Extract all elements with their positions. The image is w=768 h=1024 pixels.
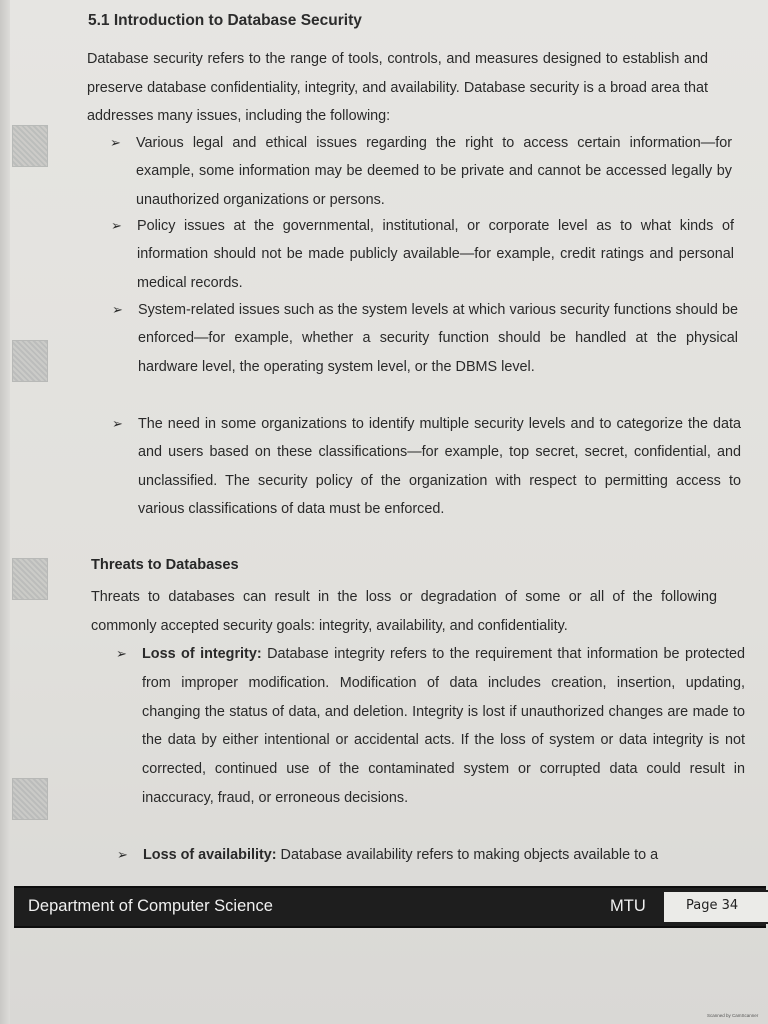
page-number: Page 34 <box>686 898 739 913</box>
issue-text: Various legal and ethical issues regarding the right to access certain information—for example, some information may be deemed to be private and cannot be accessed legally by unauthorized organizations or persons. <box>136 135 732 208</box>
threat-term: Loss of integrity: <box>142 646 262 662</box>
margin-scan-mark <box>12 340 48 382</box>
footer-institution: MTU <box>610 897 646 915</box>
arrow-bullet-icon: ➢ <box>111 218 122 233</box>
margin-scan-mark <box>12 558 48 600</box>
arrow-bullet-icon: ➢ <box>112 416 123 431</box>
scanner-watermark: Scanned by CamScanner <box>707 1013 759 1018</box>
intro-paragraph: Database security refers to the range of tools, controls, and measures designed to establish and preserve database confidentiality, integrity, and availability. Database security is a broad area that addresses many issues, including the following: <box>87 51 708 124</box>
footer-department: Department of Computer Science <box>28 897 273 915</box>
page-number-box <box>662 890 768 924</box>
arrow-bullet-icon: ➢ <box>112 302 123 317</box>
arrow-bullet-icon: ➢ <box>117 847 128 862</box>
threat-bullet <box>117 841 747 869</box>
page-footer <box>14 886 766 928</box>
issue-text: System-related issues such as the system levels at which various security functions should be enforced—for example, whether a security function should be handled at the physical hardware level, the operating system level, or the DBMS level. <box>138 302 738 375</box>
arrow-bullet-icon: ➢ <box>116 646 127 661</box>
issue-bullet <box>111 212 734 297</box>
threat-text: Database integrity refers to the requirement that information be protected from improper modification. Modification of data includes creation, insertion, updating, changing the status of data, and deletion. Integrity is lost if unauthorized changes are made to the data by either intentional or accidental acts. If the loss of system or data integrity is not corrected, continued use of the contaminated system or corrupted data could result in inaccuracy, fraud, or erroneous decisions. <box>142 646 746 806</box>
margin-scan-mark <box>12 125 48 167</box>
issue-text: The need in some organizations to identify multiple security levels and to categorize the data and users based on these classifications—for example, top secret, secret, confidential, and unclassified. The security policy of the organization with respect to permitting access to various classifications of data must be enforced. <box>138 416 741 517</box>
margin-scan-mark <box>12 778 48 820</box>
threat-term: Loss of availability: <box>143 847 277 863</box>
threat-bullet <box>116 640 745 813</box>
section-title: 5.1 Introduction to Database Security <box>88 12 362 29</box>
issue-bullet <box>112 296 738 381</box>
threat-text: Database availability refers to making objects available to a <box>276 847 659 863</box>
issue-text: Policy issues at the governmental, institutional, or corporate level as to what kinds of information should not be made publicly available—for example, credit ratings and personal medical records. <box>137 218 734 291</box>
issue-bullet <box>110 129 732 214</box>
threats-heading: Threats to Databases <box>91 557 239 573</box>
threats-paragraph: Threats to databases can result in the loss or degradation of some or all of the following commonly accepted security goals: integrity, availability, and confidentiality. <box>91 589 717 634</box>
arrow-bullet-icon: ➢ <box>110 135 121 150</box>
issue-bullet <box>112 410 741 523</box>
page-edge-shadow <box>0 0 10 1024</box>
